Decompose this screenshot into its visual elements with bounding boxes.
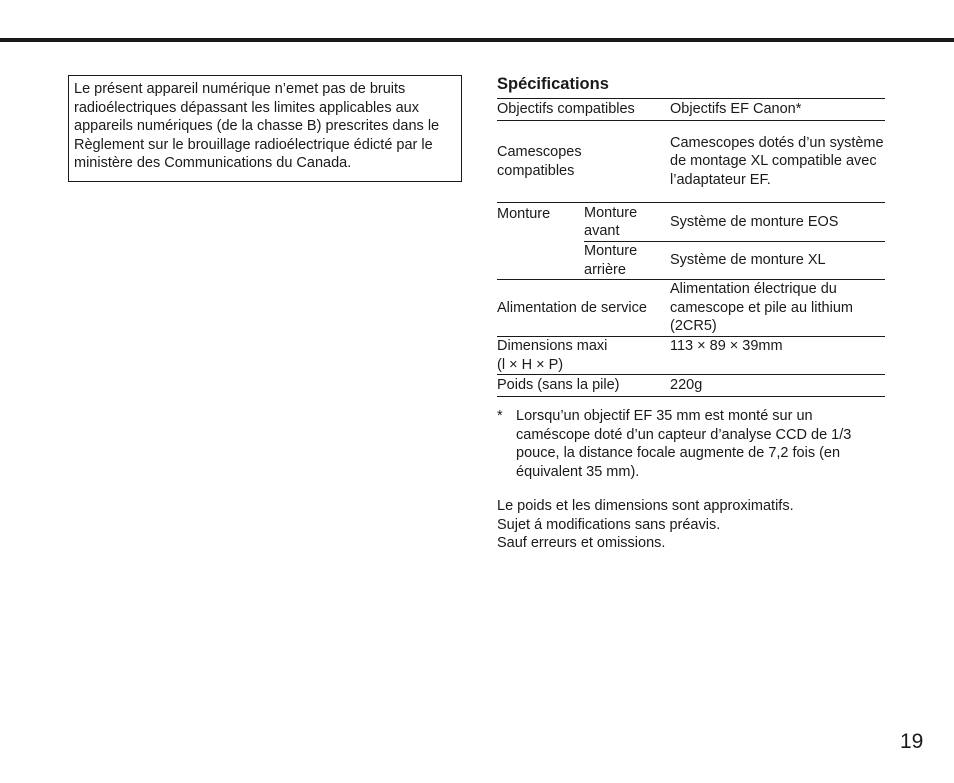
spec-label-dimensions-line2: (l × H × P) xyxy=(497,356,564,373)
spec-row-mount-front xyxy=(497,203,885,242)
spec-label-weight: Poids (sans la pile) xyxy=(497,375,670,397)
spec-value-dimensions: 113 × 89 × 39mm xyxy=(670,337,885,375)
spec-label-dimensions-line1: Dimensions maxi xyxy=(497,338,608,354)
spec-row-lenses xyxy=(497,99,885,121)
specifications-heading: Spécifications xyxy=(497,75,609,93)
spec-label-mount: Monture xyxy=(497,203,584,280)
specifications-table xyxy=(497,98,885,397)
closing-line-modifications: Sujet á modifications sans préavis. xyxy=(497,516,721,533)
spec-value-camcorders: Camescopes dotés d’un système de montage XL compatible avec l’adaptateur EF. xyxy=(670,121,885,203)
spec-value-mount-rear: Système de monture XL xyxy=(670,242,885,280)
spec-label-power: Alimentation de service xyxy=(497,280,670,337)
closing-line-approximate: Le poids et les dimensions sont approximatifs. xyxy=(497,498,794,514)
spec-value-mount-front: Système de monture EOS xyxy=(670,203,885,242)
spec-label-lenses: Objectifs compatibles xyxy=(497,99,670,121)
spec-label-camcorders: Camescopes compatibles xyxy=(497,121,670,203)
spec-value-power: Alimentation électrique du camescope et pile au lithium (2CR5) xyxy=(670,280,885,337)
spec-value-weight: 220g xyxy=(670,375,885,397)
closing-notes xyxy=(497,497,887,553)
spec-label-mount-rear: Monture arrière xyxy=(584,242,670,280)
spec-row-power xyxy=(497,280,885,337)
footnote xyxy=(497,407,887,481)
closing-line-errors: Sauf erreurs et omissions. xyxy=(497,535,666,551)
header-rule xyxy=(0,38,954,42)
spec-value-lenses: Objectifs EF Canon* xyxy=(670,99,885,121)
footnote-text: Lorsqu’un objectif EF 35 mm est monté sur un caméscope doté d’un capteur d’analyse CCD de 1/3 pouce, la distance focale augmente de 7,2 fois (en équivalent 35 mm). xyxy=(516,408,852,480)
page-number: 19 xyxy=(900,730,924,753)
regulatory-notice-text: Le présent appareil numérique n’emet pas de bruits radioélectriques dépassant les limites applicables aux appareils numériques (de la chasse B) prescrites dans le Règlement sur le brouillage radioélectrique édicté par le ministère des Communications du Canada. xyxy=(74,81,440,171)
spec-label-mount-front: Monture avant xyxy=(584,203,670,242)
spec-row-dimensions xyxy=(497,337,885,375)
spec-row-weight xyxy=(497,375,885,397)
spec-row-camcorders xyxy=(497,121,885,203)
spec-label-dimensions xyxy=(497,337,670,375)
footnote-asterisk: * xyxy=(497,408,503,424)
regulatory-notice-box xyxy=(68,75,462,182)
